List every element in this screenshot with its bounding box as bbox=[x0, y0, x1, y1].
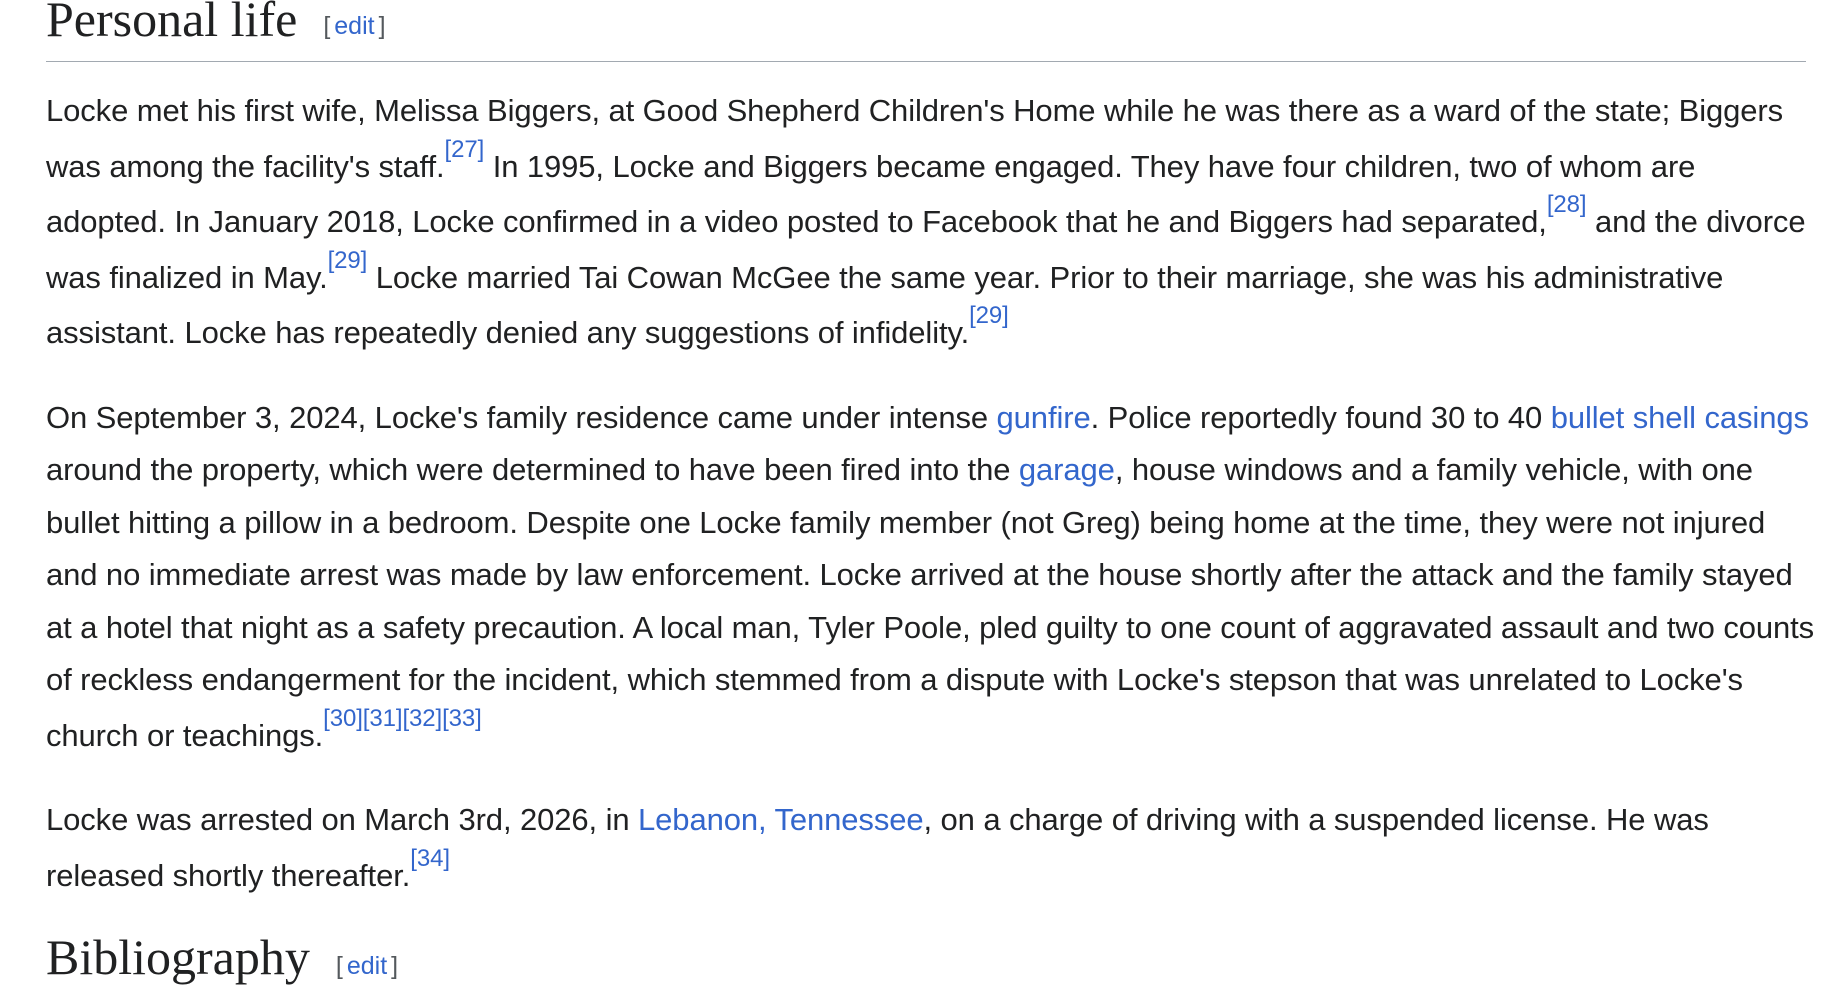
text-segment: . Police reportedly found 30 to 40 bbox=[1090, 399, 1551, 435]
text-segment: In 1995, Locke and Biggers became engaged. They have four children, two of whom are adopted. In January 2018, Locke confirmed in a video posted to Facebook that he and Biggers had separated, bbox=[46, 148, 1696, 239]
edit-section-link[interactable]: edit bbox=[334, 12, 375, 40]
paragraph-marriage bbox=[46, 85, 1816, 360]
citation-34[interactable] bbox=[410, 845, 450, 872]
link-garage[interactable]: garage bbox=[1018, 452, 1115, 487]
citation-33[interactable] bbox=[442, 705, 482, 732]
citation-link[interactable]: [28] bbox=[1546, 191, 1587, 218]
citation-28[interactable] bbox=[1547, 191, 1587, 218]
citation-link[interactable]: [29] bbox=[969, 302, 1009, 329]
section-title-bibliography: Bibliography bbox=[46, 929, 310, 985]
citation-link[interactable]: [34] bbox=[410, 844, 450, 872]
edit-section-links bbox=[323, 12, 385, 41]
edit-section-links bbox=[336, 952, 398, 981]
citation-27[interactable] bbox=[445, 136, 485, 163]
section-title: Personal life bbox=[46, 0, 298, 47]
paragraph-gunfire-incident bbox=[46, 392, 1816, 763]
text-segment: On September 3, 2024, Locke's family residence came under intense bbox=[46, 399, 997, 435]
citation-29-second[interactable] bbox=[969, 302, 1009, 329]
citation-29[interactable] bbox=[328, 247, 368, 274]
text-segment: and the divorce was finalized in May. bbox=[46, 204, 1806, 295]
edit-bracket-close: ] bbox=[391, 952, 399, 980]
text-segment: around the property, which were determined to have been fired into the bbox=[46, 452, 1019, 487]
text-segment: , house windows and a family vehicle, with one bullet hitting a pillow in a bedroom. Despite one Locke family member (not Greg) being home at the time, they were not injured and no immediate arrest was made by law enforcement. Locke arrived at the house shortly after the attack and the family stayed at a hotel that night as a safety precaution. A local man, Tyler Poole, pled guilty to one count of aggravated assault and two counts of reckless endangerment for the incident, which stemmed from a dispute with Locke's stepson that was unrelated to Locke's church or teachings. bbox=[46, 452, 1815, 753]
citation-link[interactable]: [33] bbox=[442, 704, 482, 732]
citation-link[interactable]: [31] bbox=[362, 704, 403, 732]
link-lebanon-tennessee[interactable]: Lebanon, Tennessee bbox=[638, 802, 924, 837]
text-segment: Locke married Tai Cowan McGee the same year. Prior to their marriage, she was his administrative assistant. Locke has repeatedly denied any suggestions of infidelity. bbox=[46, 259, 1724, 350]
citation-30[interactable] bbox=[323, 705, 363, 732]
citation-link[interactable]: [32] bbox=[402, 704, 443, 732]
article-content bbox=[46, 0, 1815, 902]
text-segment: , on a charge of driving with a suspended license. He was released shortly thereafter. bbox=[46, 802, 1709, 893]
edit-bracket-open: [ bbox=[323, 12, 331, 40]
citation-link[interactable]: [29] bbox=[327, 246, 368, 274]
edit-section-link[interactable]: edit bbox=[346, 952, 388, 980]
link-bullet-shell-casings[interactable]: bullet shell casings bbox=[1550, 399, 1809, 435]
citation-31[interactable] bbox=[363, 705, 403, 732]
section-heading-personal-life bbox=[46, 0, 1806, 62]
citation-link[interactable]: [30] bbox=[323, 704, 363, 732]
edit-bracket-close: ] bbox=[378, 12, 386, 40]
edit-bracket-open: [ bbox=[335, 952, 343, 980]
section-heading-bibliography bbox=[46, 929, 399, 985]
text-segment: Locke met his first wife, Melissa Biggers, at Good Shepherd Children's Home while he was there as a ward of the state; Biggers was among the facility's staff. bbox=[46, 93, 1784, 184]
text-segment: Locke was arrested on March 3rd, 2026, in bbox=[46, 802, 639, 837]
link-gunfire[interactable]: gunfire bbox=[996, 399, 1091, 435]
citation-32[interactable] bbox=[402, 705, 442, 732]
paragraph-arrest bbox=[46, 794, 1816, 902]
citation-link[interactable]: [27] bbox=[444, 135, 485, 163]
